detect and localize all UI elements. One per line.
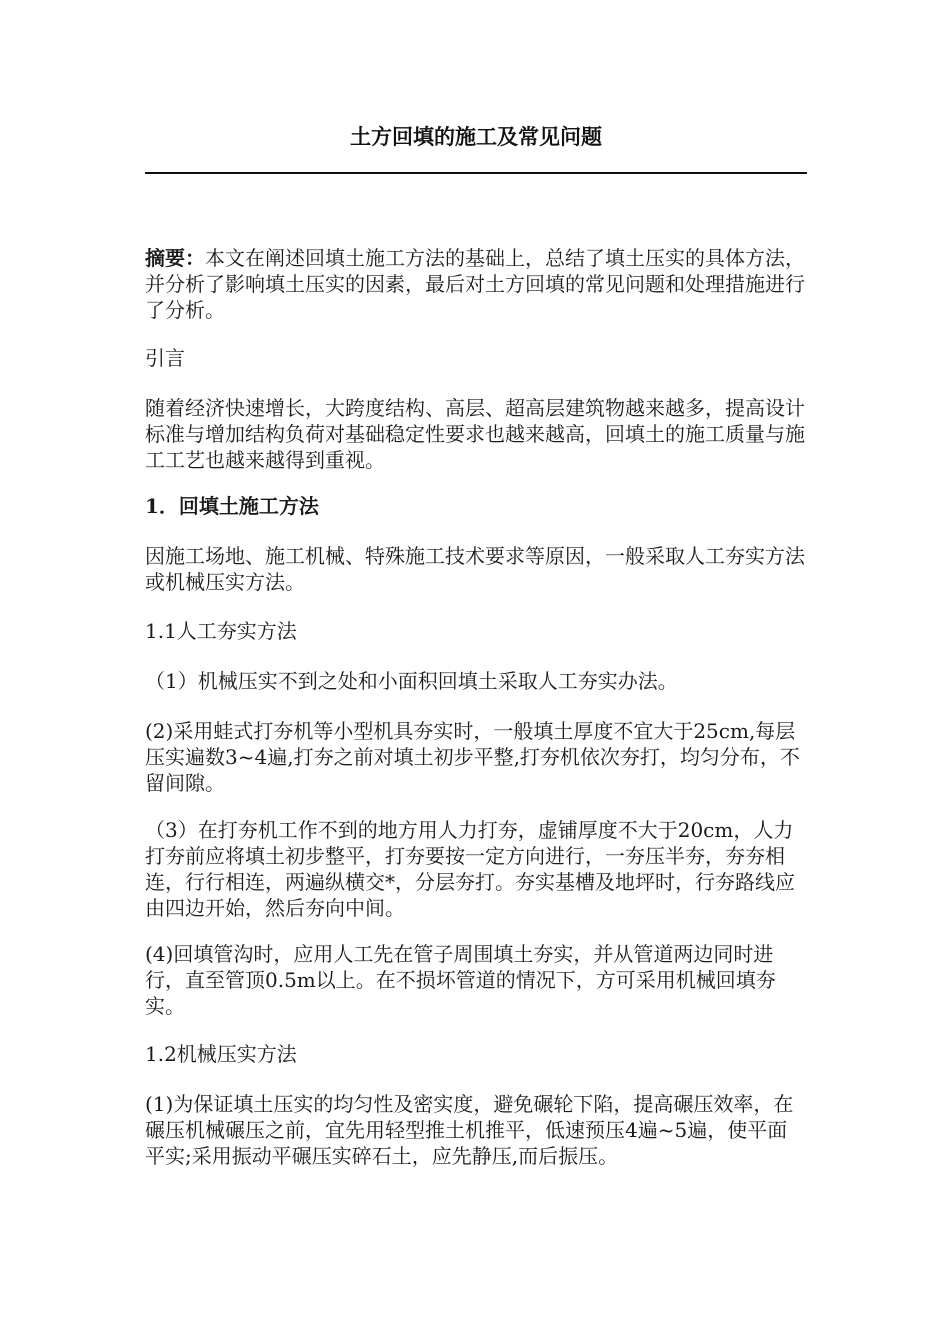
section-1-2-heading: 1.2机械压实方法 bbox=[145, 1042, 297, 1066]
abstract-paragraph bbox=[145, 245, 807, 323]
abstract-text: 本文在阐述回填土施工方法的基础上，总结了填土压实的具体方法，并分析了影响填土压实的因素，最后对土方回填的常见问题和处理措施进行了分析。 bbox=[145, 246, 805, 322]
s11-item-3: （3）在打夯机工作不到的地方用人力打夯，虚铺厚度不大于20cm，人力打夯前应将填土初步整平，打夯要按一定方向进行，一夯压半夯，夯夯相连，行行相连，两遍纵横交*，分层夯打。夯实基槽及地坪时，行夯路线应由四边开始，然后夯向中间。 bbox=[145, 818, 795, 920]
title-divider bbox=[145, 172, 807, 174]
intro-paragraph: 随着经济快速增长，大跨度结构、高层、超高层建筑物越来越多，提高设计标准与增加结构负荷对基础稳定性要求也越来越高，回填土的施工质量与施工工艺也越来越得到重视。 bbox=[145, 396, 805, 472]
s11-item-2: (2)采用蛙式打夯机等小型机具夯实时，一般填土厚度不宜大于25cm,每层压实遍数3~4遍,打夯之前对填土初步平整,打夯机依次夯打，均匀分布，不留间隙。 bbox=[145, 719, 800, 795]
s11-item-4: (4)回填管沟时，应用人工先在管子周围填土夯实，并从管道两边同时进行，直至管顶0.5m以上。在不损坏管道的情况下，方可采用机械回填夯实。 bbox=[145, 942, 776, 1018]
abstract-label: 摘要： bbox=[145, 246, 205, 270]
s12-item-1: (1)为保证填土压实的均匀性及密实度，避免碾轮下陷，提高碾压效率，在碾压机械碾压之前，宜先用轻型推土机推平，低速预压4遍~5遍，使平面平实;采用振动平碾压实碎石土，应先静压,而后振压。 bbox=[145, 1092, 794, 1168]
document-title: 土方回填的施工及常见问题 bbox=[350, 124, 602, 149]
section-1-1-heading: 1.1人工夯实方法 bbox=[145, 619, 297, 643]
section-1-paragraph: 因施工场地、施工机械、特殊施工技术要求等原因，一般采取人工夯实方法或机械压实方法。 bbox=[145, 544, 805, 594]
section-1-heading: 1．回填土施工方法 bbox=[145, 494, 319, 518]
intro-heading: 引言 bbox=[145, 346, 185, 370]
s11-item-1: （1）机械压实不到之处和小面积回填土采取人工夯实办法。 bbox=[145, 669, 678, 693]
